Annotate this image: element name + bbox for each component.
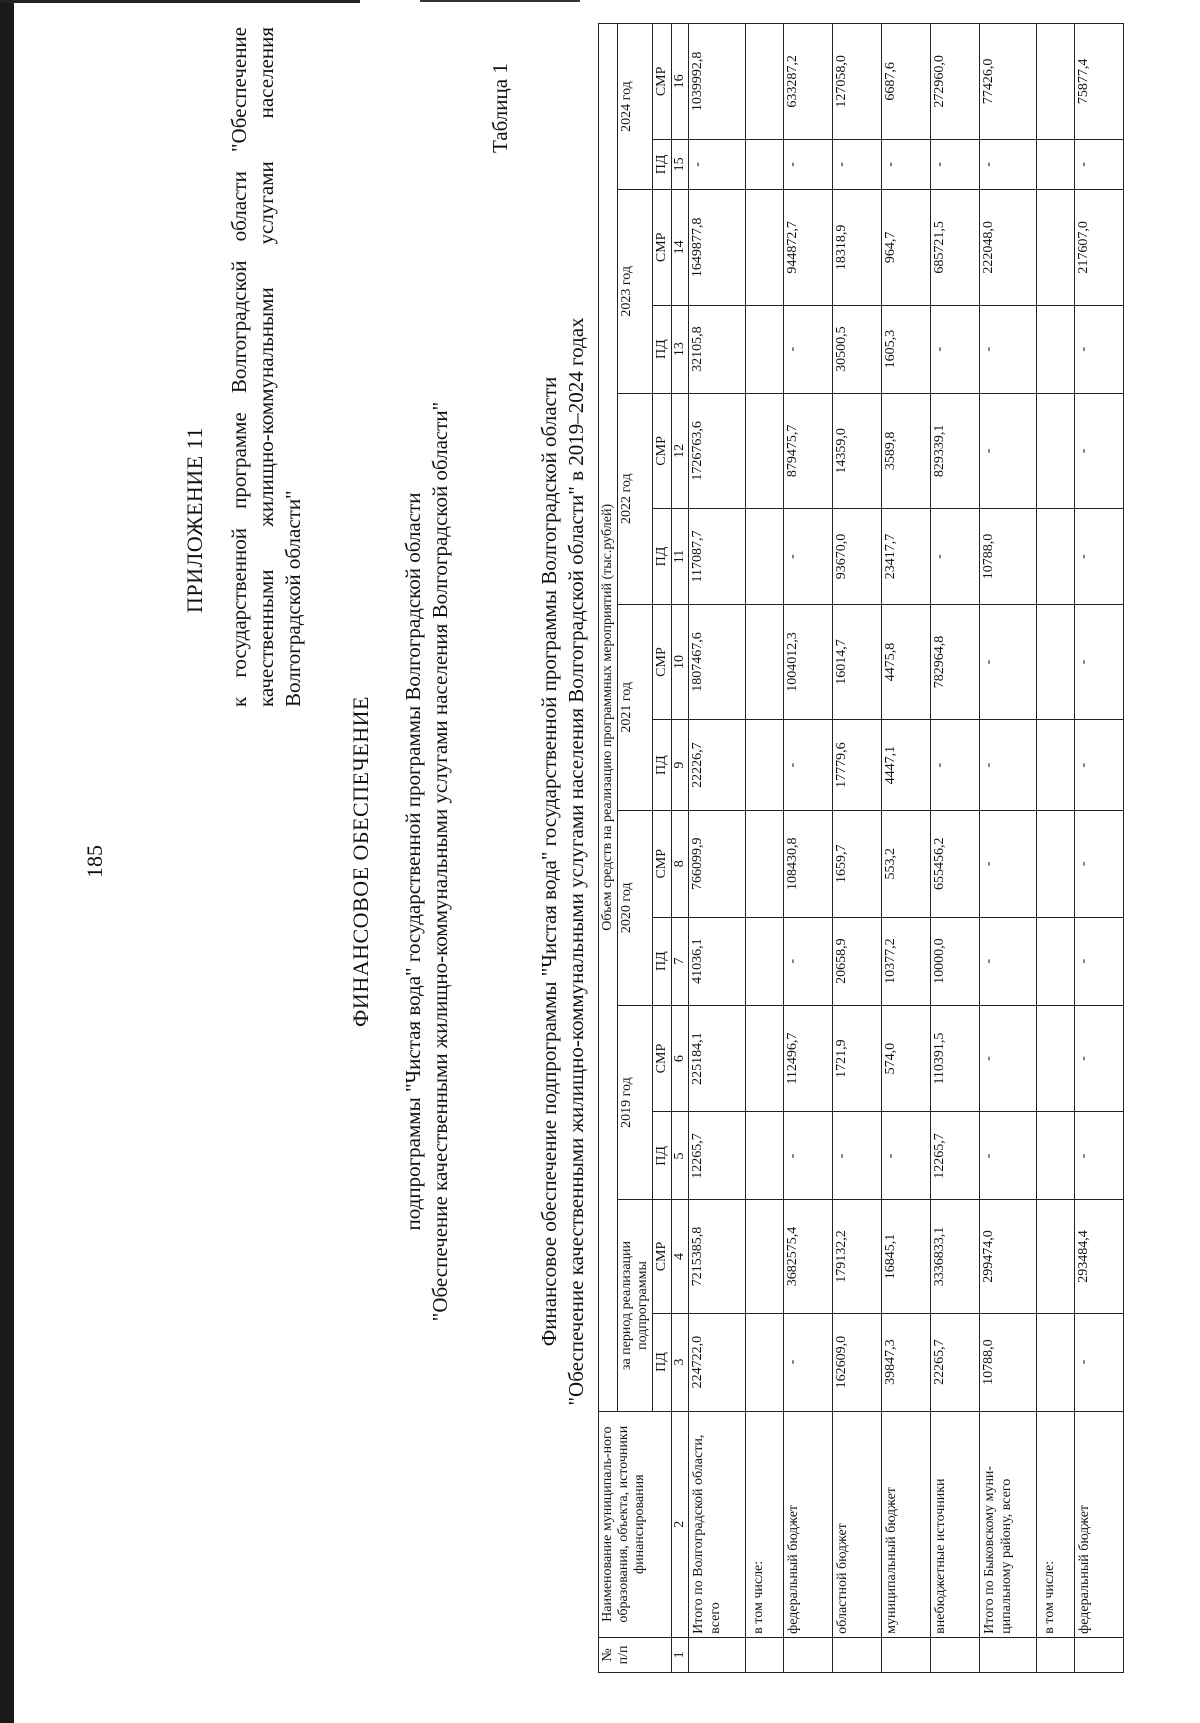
value-cell: 117087,7 [689,509,746,605]
value-cell: 944872,7 [784,190,833,306]
row-number-cell [980,1637,1037,1672]
row-name-cell: Итого по Быковскому муни-ципальному району, всего [980,1411,1037,1637]
header-year-2023: 2023 год [618,190,653,394]
table-subheader-row [746,24,784,1673]
table-row [833,24,882,1673]
value-cell: - [1075,509,1124,605]
value-cell: - [1075,604,1124,720]
value-cell: - [931,139,980,189]
financing-table [598,23,1124,1673]
value-cell: - [1075,139,1124,189]
value-cell: 12265,7 [931,1112,980,1200]
value-cell: 1659,7 [833,810,882,917]
table-number: Таблица 1 [488,63,512,153]
financing-table-wrapper [598,23,1124,1673]
document-title: ФИНАНСОВОЕ ОБЕСПЕЧЕНИЕ [348,696,373,1027]
value-cell: 77426,0 [980,24,1037,140]
value-cell: - [1075,393,1124,509]
value-cell [746,720,784,810]
value-cell: 32105,8 [689,305,746,393]
value-cell: 225184,1 [689,1005,746,1112]
document-subtitle [400,0,454,1723]
value-cell: - [1075,305,1124,393]
value-cell [1037,1200,1075,1313]
header-smr: СМР [653,604,672,720]
value-cell: 766099,9 [689,810,746,917]
row-name-cell: областной бюджет [833,1411,882,1637]
value-cell [1037,810,1075,917]
value-cell: 110391,5 [931,1005,980,1112]
value-cell [1037,1112,1075,1200]
header-pd: ПД [653,917,672,1005]
value-cell: 4447,1 [882,720,931,810]
column-number: 2 [672,1411,689,1637]
value-cell: 3589,8 [882,393,931,509]
value-cell: 162609,0 [833,1313,882,1411]
value-cell: 10788,0 [980,1313,1037,1411]
column-number: 4 [672,1200,689,1313]
value-cell: 39847,3 [882,1313,931,1411]
header-smr: СМР [653,24,672,140]
header-pd: ПД [653,509,672,605]
column-number: 5 [672,1112,689,1200]
value-cell [746,1005,784,1112]
value-cell: 30500,5 [833,305,882,393]
value-cell: - [833,1112,882,1200]
value-cell: 20658,9 [833,917,882,1005]
value-cell: - [980,139,1037,189]
column-number: 12 [672,393,689,509]
value-cell: 6687,6 [882,24,931,140]
column-number: 6 [672,1005,689,1112]
column-number-row [672,24,689,1673]
table-row [882,24,931,1673]
value-cell: 93670,0 [833,509,882,605]
value-cell: - [1075,720,1124,810]
value-cell [746,917,784,1005]
value-cell [1037,1005,1075,1112]
value-cell [1037,190,1075,306]
header-smr: СМР [653,810,672,917]
value-cell [746,305,784,393]
header-pd: ПД [653,305,672,393]
value-cell: 4475,8 [882,604,931,720]
column-number: 9 [672,720,689,810]
value-cell [746,509,784,605]
value-cell: - [833,139,882,189]
value-cell [746,1200,784,1313]
header-period: за период реализации подпрограммы [618,1200,653,1411]
value-cell: 18318,9 [833,190,882,306]
column-number: 7 [672,917,689,1005]
value-cell: 964,7 [882,190,931,306]
row-number-cell [1075,1637,1124,1672]
column-number: 8 [672,810,689,917]
column-number: 1 [672,1637,689,1672]
column-number: 15 [672,139,689,189]
value-cell: 1807467,6 [689,604,746,720]
value-cell: 17779,6 [833,720,882,810]
value-cell: - [980,604,1037,720]
value-cell: 655456,2 [931,810,980,917]
row-number-cell [931,1637,980,1672]
column-number: 10 [672,604,689,720]
value-cell [746,1313,784,1411]
value-cell: - [980,1005,1037,1112]
row-name-cell: федеральный бюджет [784,1411,833,1637]
value-cell: 272960,0 [931,24,980,140]
value-cell: - [1075,917,1124,1005]
header-name: Наименование муниципаль-ного образования, объекта, источники финансирования [599,1411,672,1637]
value-cell [1037,305,1075,393]
value-cell: 14359,0 [833,393,882,509]
row-name-cell: Итого по Волгоградской области, всего [689,1411,746,1637]
header-year-2022: 2022 год [618,393,653,604]
value-cell: 3682575,4 [784,1200,833,1313]
value-cell [746,190,784,306]
value-cell: 10377,2 [882,917,931,1005]
row-number-cell [689,1637,746,1672]
value-cell [1037,604,1075,720]
value-cell: - [784,305,833,393]
value-cell [1037,393,1075,509]
row-number-cell [746,1637,784,1672]
value-cell: 1649877,8 [689,190,746,306]
table-row [1075,24,1124,1673]
value-cell: 633287,2 [784,24,833,140]
appendix-title: ПРИЛОЖЕНИЕ 11 [182,427,207,613]
header-year-2020: 2020 год [618,810,653,1005]
header-volume: Объем средств на реализацию программных мероприятий (тыс.рублей) [599,24,618,1412]
value-cell: - [980,720,1037,810]
value-cell [746,1112,784,1200]
value-cell: - [784,917,833,1005]
row-number-cell [882,1637,931,1672]
header-year-2021: 2021 год [618,604,653,810]
value-cell: 179132,2 [833,1200,882,1313]
value-cell: 7215385,8 [689,1200,746,1313]
value-cell: - [980,917,1037,1005]
appendix-text: к государственной программе Волгоградской области "Обеспечение качественными жилищно-коммунальными услугами населения Волгоградской области" [227,27,305,707]
value-cell: - [980,305,1037,393]
value-cell: 829339,1 [931,393,980,509]
value-cell: 10000,0 [931,917,980,1005]
value-cell: 685721,5 [931,190,980,306]
value-cell: 782964,8 [931,604,980,720]
value-cell: 1726763,6 [689,393,746,509]
value-cell: - [1075,1313,1124,1411]
row-name-cell: в том числе: [746,1411,784,1637]
column-number: 3 [672,1313,689,1411]
value-cell: 1039992,8 [689,24,746,140]
value-cell: 10788,0 [980,509,1037,605]
table-subheader-row [1037,24,1075,1673]
value-cell: 22226,7 [689,720,746,810]
value-cell: - [882,139,931,189]
column-number: 11 [672,509,689,605]
value-cell [1037,24,1075,140]
header-smr: СМР [653,1200,672,1313]
row-number-cell [784,1637,833,1672]
value-cell: - [1075,810,1124,917]
header-year-2019: 2019 год [618,1005,653,1200]
header-smr: СМР [653,393,672,509]
subtitle-line-1: подпрограммы "Чистая вода" государственной программы Волгоградской области [401,492,425,1231]
value-cell: - [784,720,833,810]
row-number-cell [1037,1637,1075,1672]
table-caption [536,0,590,1723]
value-cell: - [784,1112,833,1200]
value-cell [1037,1313,1075,1411]
value-cell: 293484,4 [1075,1200,1124,1313]
value-cell: - [784,139,833,189]
value-cell: 16845,1 [882,1200,931,1313]
value-cell: 23417,7 [882,509,931,605]
value-cell [1037,139,1075,189]
subtitle-line-2: "Обеспечение качественными жилищно-коммунальными услугами населения Волгоградской области" [428,401,452,1322]
column-number: 13 [672,305,689,393]
header-pd: ПД [653,720,672,810]
value-cell [746,604,784,720]
value-cell [746,393,784,509]
value-cell: - [931,509,980,605]
value-cell: 299474,0 [980,1200,1037,1313]
value-cell: - [784,1313,833,1411]
value-cell [1037,917,1075,1005]
table-row [784,24,833,1673]
value-cell [1037,720,1075,810]
value-cell: 16014,7 [833,604,882,720]
value-cell: 127058,0 [833,24,882,140]
header-year-2024: 2024 год [618,24,653,190]
value-cell: 224722,0 [689,1313,746,1411]
value-cell: - [1075,1005,1124,1112]
value-cell: - [931,720,980,810]
column-number: 16 [672,24,689,140]
table-row [980,24,1037,1673]
value-cell: - [980,810,1037,917]
value-cell: 3336833,1 [931,1200,980,1313]
header-pd: ПД [653,1112,672,1200]
header-smr: СМР [653,190,672,306]
value-cell: - [931,305,980,393]
row-name-cell: внебюджетные источники [931,1411,980,1637]
page-number: 185 [82,845,107,878]
table-row [931,24,980,1673]
value-cell: 222048,0 [980,190,1037,306]
row-number-cell [833,1637,882,1672]
table-body [689,24,1124,1673]
value-cell: 1004012,3 [784,604,833,720]
value-cell: - [1075,1112,1124,1200]
header-pd: ПД [653,139,672,189]
value-cell: 75877,4 [1075,24,1124,140]
value-cell: 12265,7 [689,1112,746,1200]
caption-line-2: "Обеспечение качественными жилищно-коммунальными услугами населения Волгоградской области" в 2019–2024 годах [564,317,588,1406]
value-cell: 108430,8 [784,810,833,917]
value-cell: - [689,139,746,189]
value-cell: - [784,509,833,605]
header-smr: СМР [653,1005,672,1112]
value-cell: 217607,0 [1075,190,1124,306]
value-cell: 574,0 [882,1005,931,1112]
column-number: 14 [672,190,689,306]
row-name-cell: в том числе: [1037,1411,1075,1637]
table-row [689,24,746,1673]
value-cell: 41036,1 [689,917,746,1005]
row-name-cell: муниципальный бюджет [882,1411,931,1637]
value-cell [746,139,784,189]
header-pd: ПД [653,1313,672,1411]
value-cell: - [882,1112,931,1200]
value-cell [746,24,784,140]
value-cell: - [980,393,1037,509]
value-cell [1037,509,1075,605]
value-cell: 1605,3 [882,305,931,393]
value-cell: 553,2 [882,810,931,917]
value-cell: 22265,7 [931,1313,980,1411]
row-name-cell: федеральный бюджет [1075,1411,1124,1637]
caption-line-1: Финансовое обеспечение подпрограммы "Чистая вода" государственной программы Волгоградской области [537,376,561,1347]
value-cell: 112496,7 [784,1005,833,1112]
value-cell: 879475,7 [784,393,833,509]
header-number: № п/п [599,1637,672,1672]
value-cell: 1721,9 [833,1005,882,1112]
value-cell [746,810,784,917]
value-cell: - [980,1112,1037,1200]
